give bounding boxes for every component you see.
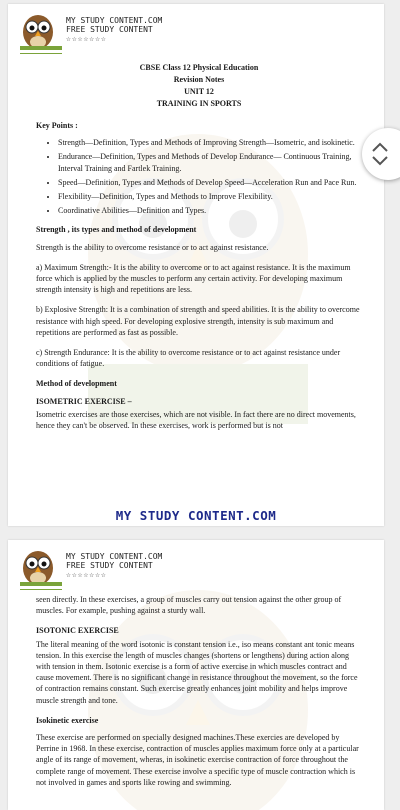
section-heading: Strength , its types and method of development — [36, 225, 197, 235]
header-logo — [18, 546, 258, 590]
paragraph: Strength is the ability to overcome resistance or to act against resistance. — [36, 242, 269, 252]
list-item: • Speed—Definition, Types and Methods of Develop Speed—Acceleration Run and Pace Run. — [58, 177, 362, 188]
brand-line-1: MY STUDY CONTENT.COM — [66, 16, 163, 25]
title-line: TRAINING IN SPORTS — [156, 99, 242, 108]
paragraph: The literal meaning of the word isotonic is constant tension i.e., iso means constant ant tonic means tension. In this exercise the length of muscles changes (shortens or lengthens) during action along with tension in them. Isotonic exercise is a form of active exercise in which muscles contract and cause movement. There is no significant change in resistance throughout the movement, so the force of contraction remains constant. Such exercise greatly enhances joint mobility and helps improve muscle strength and tone. — [36, 639, 358, 705]
footer-brand: MY STUDY CONTENT.COM — [115, 508, 277, 523]
section-heading: Method of development — [36, 379, 117, 389]
section-heading: Isokinetic exercise — [36, 715, 99, 725]
title-line: Revision Notes — [173, 75, 225, 84]
document-page-2 — [8, 540, 384, 810]
list-item: • Coordinative Abilities—Definition and Types. — [58, 205, 362, 216]
header-logo — [18, 10, 258, 54]
paragraph: These exercise are performed on specially designed machines.These exercies are developed by Perrine in 1968. In these exercise, contraction of muscles applies maximum force only at a particular angle of its range of movement, wheras, in isokinetic exercise contraction of force throughout the complete range of movement. These exercise involve a specific type of muscle contraction which is not involved in games and sports like rowing and swimming. — [36, 733, 359, 787]
document-page-1 — [8, 4, 384, 526]
list-item: • Strength—Definition, Types and Methods of Improving Strength—Isometric, and isokinetic. — [58, 137, 362, 148]
owl-logo-icon — [18, 546, 64, 592]
owl-logo-icon — [18, 10, 64, 56]
brand-line-2: FREE STUDY CONTENT — [66, 25, 153, 34]
document-title — [36, 62, 362, 110]
brand-line-2: FREE STUDY CONTENT — [66, 561, 153, 570]
key-points-list — [36, 137, 362, 216]
subsection-heading: ISOMETRIC EXERCISE – — [36, 396, 132, 406]
section-heading: ISOTONIC EXERCISE — [36, 626, 119, 636]
paragraph: b) Explosive Strength: It is a combination of strength and speed abilities. It is the ability to overcome resistance with high speed. For developing explosive strength, intensity is sub maximum and repetitions are performed as fast as possible. — [36, 305, 360, 337]
page-2-content — [36, 594, 362, 797]
list-item: • Endurance—Definition, Types and Methods of Develop Endurance— Continuous Training, Interval Training and Fartlek Training. — [58, 151, 362, 173]
paragraph: c) Strength Endurance: It is the ability to overcome resistance or to act against resistance under conditions of fatigue. — [36, 348, 341, 369]
key-points-heading: Key Points : — [36, 121, 78, 130]
brand-text — [66, 552, 162, 579]
title-line: CBSE Class 12 Physical Education — [139, 63, 259, 72]
brand-line-1: MY STUDY CONTENT.COM — [66, 552, 163, 561]
brand-stars: ☆☆☆☆☆☆☆ — [66, 570, 107, 579]
chevron-up-down-icon — [370, 141, 390, 167]
list-item: • Flexibility—Definition, Types and Methods to Improve Flexibility. — [58, 191, 362, 202]
page-1-content — [36, 62, 362, 440]
paragraph: seen directly. In these exercises, a group of muscles carry out tension against the other group of muscles. For example, pushing against a sturdy wall. — [36, 595, 342, 616]
brand-text — [66, 16, 162, 43]
paragraph: Isometric exercises are those exercises, which are not visible. In fact there are no direct movements, hence they can't be observed. In these exercises, work is performed but is not — [36, 409, 356, 431]
brand-stars: ☆☆☆☆☆☆☆ — [66, 34, 107, 43]
paragraph: a) Maximum Strength:- It is the ability to overcome or to act against resistance. It is the maximum force which is applied by the muscles to perform any certain activity. For developing maximum strength intensity is high and repetitions are less. — [36, 262, 351, 295]
title-line: UNIT 12 — [184, 87, 214, 96]
